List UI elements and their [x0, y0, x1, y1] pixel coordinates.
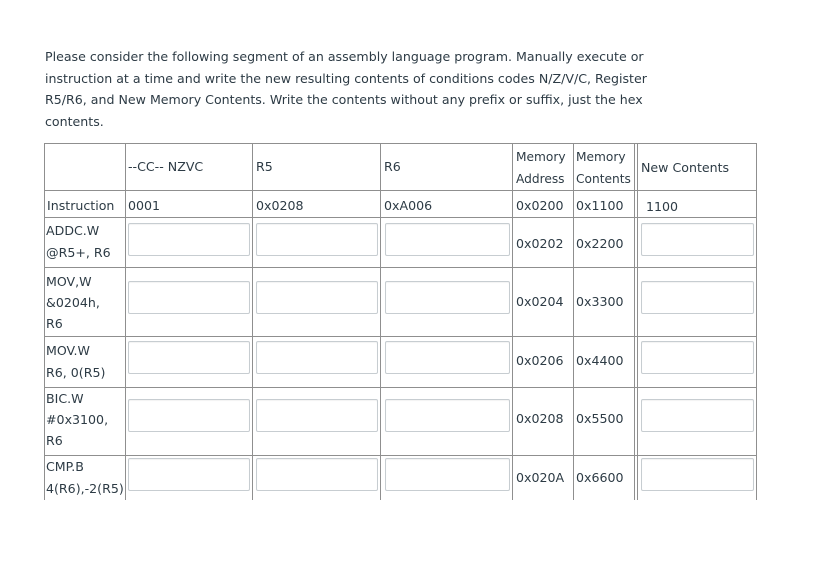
memory-contents-cell: 0x2200	[576, 236, 624, 251]
instruction-line: 4(R6),-2(R5)	[46, 481, 124, 496]
prompt-line: contents.	[45, 113, 104, 129]
table-divider	[44, 455, 757, 456]
new-contents-answer-input[interactable]	[641, 458, 754, 491]
memory-address-cell: 0x0204	[516, 294, 564, 309]
initial-new-contents: 1100	[646, 199, 679, 214]
instruction-line: R6	[46, 433, 63, 448]
r6-answer-input[interactable]	[385, 281, 510, 314]
header-memory-address-line: Memory	[516, 150, 566, 164]
table-divider	[634, 143, 635, 500]
memory-address-cell: 0x020A	[516, 470, 565, 485]
r6-answer-input[interactable]	[385, 341, 510, 374]
table-divider	[44, 217, 757, 218]
memory-address-cell: 0x0206	[516, 353, 564, 368]
table-divider	[380, 143, 381, 500]
table-divider	[44, 143, 757, 144]
instruction-cell	[46, 456, 124, 500]
instruction-line: MOV,W	[46, 274, 92, 289]
r5-answer-input[interactable]	[256, 281, 378, 314]
header-memory-contents-line: Memory	[576, 150, 626, 164]
instruction-line: R6, 0(R5)	[46, 365, 106, 380]
table-divider	[573, 143, 574, 500]
header-memory-contents	[576, 146, 631, 190]
table-divider	[44, 387, 757, 388]
instruction-cell	[46, 220, 111, 264]
table-divider	[125, 143, 126, 500]
header-memory-contents-line: Contents	[576, 172, 631, 186]
header-memory-address-line: Address	[516, 172, 565, 186]
table-divider	[44, 143, 45, 500]
instruction-line: MOV.W	[46, 343, 91, 358]
instruction-cell	[46, 388, 108, 451]
header-r5: R5	[256, 159, 273, 174]
memory-address-cell: 0x0202	[516, 236, 564, 251]
cc-answer-input[interactable]	[128, 341, 250, 374]
memory-contents-cell: 0x3300	[576, 294, 624, 309]
r5-answer-input[interactable]	[256, 223, 378, 256]
memory-address-cell: 0x0200	[516, 198, 564, 213]
r5-answer-input[interactable]	[256, 399, 378, 432]
r5-answer-input[interactable]	[256, 341, 378, 374]
execution-table	[44, 143, 757, 500]
question-prompt	[45, 46, 665, 132]
table-divider	[252, 143, 253, 500]
memory-address-cell: 0x0208	[516, 411, 564, 426]
memory-contents-cell: 0x5500	[576, 411, 624, 426]
r6-answer-input[interactable]	[385, 223, 510, 256]
memory-contents-cell: 0x1100	[576, 198, 624, 213]
table-divider	[44, 336, 757, 337]
instruction-line: #0x3100,	[46, 412, 109, 427]
prompt-line: Please consider the following segment of an assembly language program. Manually execute or	[45, 49, 644, 64]
instruction-label: Instruction	[47, 198, 115, 213]
r5-answer-input[interactable]	[256, 458, 378, 491]
new-contents-answer-input[interactable]	[641, 399, 754, 432]
header-cc: --CC-- NZVC	[128, 159, 204, 174]
initial-r5-value: 0x0208	[256, 198, 304, 213]
cc-answer-input[interactable]	[128, 399, 250, 432]
table-divider	[756, 143, 757, 500]
new-contents-answer-input[interactable]	[641, 223, 754, 256]
instruction-line: R6	[46, 316, 63, 331]
cc-answer-input[interactable]	[128, 223, 250, 256]
table-divider	[637, 143, 638, 500]
memory-contents-cell: 0x6600	[576, 470, 624, 485]
r6-answer-input[interactable]	[385, 458, 510, 491]
header-new-contents: New Contents	[641, 160, 730, 175]
instruction-line: @R5+, R6	[46, 245, 111, 260]
initial-cc-value: 0001	[128, 198, 161, 213]
prompt-line: R5/R6, and New Memory Contents. Write the contents without any prefix or suffix, just the hex	[45, 92, 643, 107]
new-contents-answer-input[interactable]	[641, 341, 754, 374]
new-contents-answer-input[interactable]	[641, 281, 754, 314]
header-memory-address	[516, 146, 566, 190]
instruction-line: CMP.B	[46, 459, 84, 474]
table-divider	[44, 190, 757, 191]
table-divider	[512, 143, 513, 500]
instruction-line: &0204h,	[46, 295, 100, 310]
table-divider	[44, 267, 757, 268]
cc-answer-input[interactable]	[128, 458, 250, 491]
instruction-line: ADDC.W	[46, 223, 100, 238]
prompt-line: instruction at a time and write the new resulting contents of conditions codes N/Z/V/C, Register	[45, 70, 647, 86]
memory-contents-cell: 0x4400	[576, 353, 624, 368]
r6-answer-input[interactable]	[385, 399, 510, 432]
instruction-cell	[46, 271, 100, 334]
initial-r6-value: 0xA006	[384, 198, 433, 213]
cc-answer-input[interactable]	[128, 281, 250, 314]
instruction-line: BIC.W	[46, 391, 84, 406]
header-r6: R6	[384, 159, 401, 174]
instruction-cell	[46, 340, 105, 384]
